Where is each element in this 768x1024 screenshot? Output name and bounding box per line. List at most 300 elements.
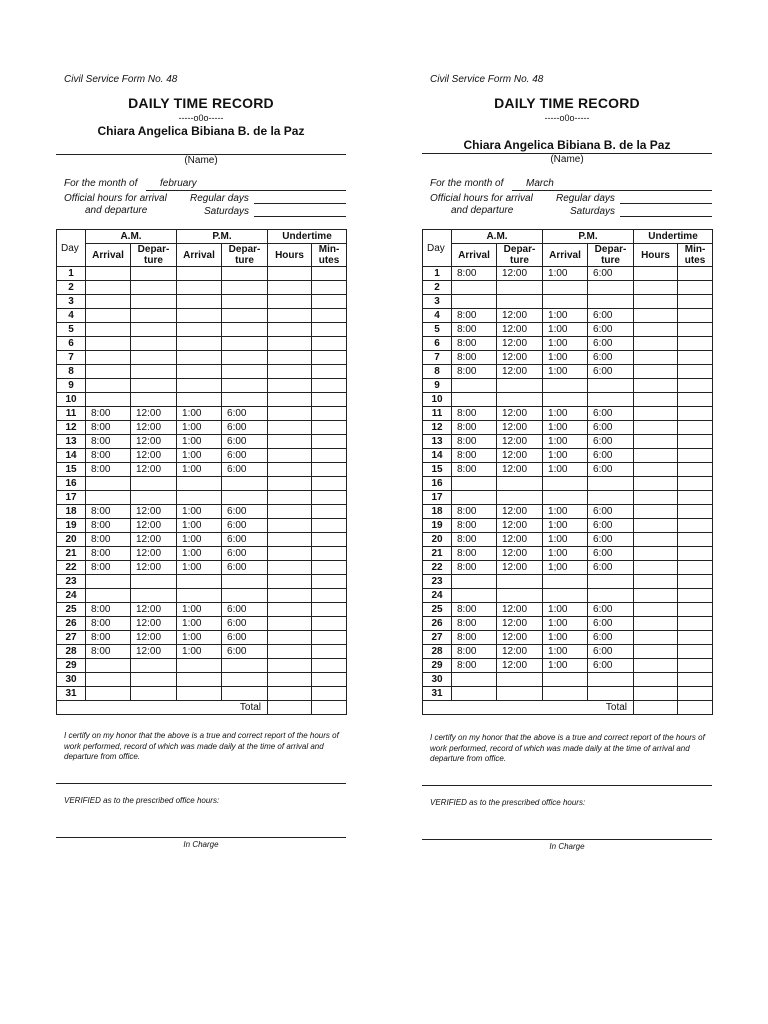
day-cell: 11	[57, 407, 86, 421]
am-arrival-cell	[452, 295, 497, 309]
employee-signature-line	[422, 785, 712, 786]
am-departure-cell: 12:00	[131, 631, 177, 645]
form-title: DAILY TIME RECORD	[494, 95, 640, 111]
undertime-hours-cell	[268, 687, 312, 701]
day-cell: 3	[423, 295, 452, 309]
pm-departure-cell	[222, 281, 268, 295]
pm-departure-cell: 6:00	[588, 463, 634, 477]
am-departure-cell: 12:00	[497, 407, 543, 421]
am-arrival-cell: 8:00	[86, 435, 131, 449]
undertime-hours-cell	[268, 673, 312, 687]
am-departure-cell	[131, 575, 177, 589]
day-cell: 15	[423, 463, 452, 477]
am-arrival-cell: 8:00	[86, 617, 131, 631]
undertime-minutes-cell	[678, 617, 713, 631]
pm-arrival-cell: 1:00	[543, 533, 588, 547]
am-departure-cell	[497, 281, 543, 295]
table-row	[57, 505, 347, 519]
pm-departure-cell	[588, 281, 634, 295]
am-departure-cell	[131, 295, 177, 309]
pm-departure-cell	[222, 673, 268, 687]
pm-departure-cell: 6:00	[588, 421, 634, 435]
table-row	[57, 631, 347, 645]
total-label: Total	[423, 701, 634, 715]
pm-departure-cell: 6:00	[588, 337, 634, 351]
am-departure-cell	[131, 309, 177, 323]
undertime-hours-cell	[268, 603, 312, 617]
table-row	[57, 379, 347, 393]
pm-arrival-cell	[543, 477, 588, 491]
pm-departure-cell	[222, 379, 268, 393]
undertime-hours-cell	[268, 519, 312, 533]
am-departure-cell: 12:00	[131, 547, 177, 561]
am-departure-cell: 12:00	[497, 309, 543, 323]
am-departure-cell	[497, 687, 543, 701]
undertime-hours-cell	[634, 505, 678, 519]
am-arrival-cell: 8:00	[452, 645, 497, 659]
undertime-minutes-cell	[312, 645, 347, 659]
undertime-minutes-cell	[312, 309, 347, 323]
undertime-minutes-cell	[678, 589, 713, 603]
certification-text: I certify on my honor that the above is a true and correct report of the hours of work performed, record of which was made daily at the time of arrival and departure from office.	[430, 733, 705, 763]
am-arrival-cell: 8:00	[452, 365, 497, 379]
header-pm-arrival: Arrival	[177, 244, 222, 267]
pm-departure-cell	[588, 379, 634, 393]
pm-departure-cell: 6:00	[588, 323, 634, 337]
certification-text: I certify on my honor that the above is a true and correct report of the hours of work performed, record of which was made daily at the time of arrival and departure from office.	[64, 731, 339, 761]
day-cell: 25	[57, 603, 86, 617]
undertime-minutes-cell	[312, 379, 347, 393]
undertime-hours-cell	[268, 421, 312, 435]
am-arrival-cell: 8:00	[452, 533, 497, 547]
am-arrival-cell	[86, 393, 131, 407]
day-cell: 17	[423, 491, 452, 505]
undertime-minutes-cell	[678, 603, 713, 617]
table-row	[423, 267, 713, 281]
undertime-hours-cell	[268, 561, 312, 575]
day-cell: 2	[57, 281, 86, 295]
header-pm-departure: Depar- ture	[588, 244, 634, 267]
am-departure-cell: 12:00	[131, 505, 177, 519]
day-cell: 9	[57, 379, 86, 393]
table-row	[423, 533, 713, 547]
day-cell: 14	[423, 449, 452, 463]
undertime-hours-cell	[268, 505, 312, 519]
pm-arrival-cell	[177, 477, 222, 491]
undertime-hours-cell	[634, 561, 678, 575]
pm-arrival-cell: 1:00	[543, 505, 588, 519]
am-arrival-cell: 8:00	[452, 463, 497, 477]
undertime-hours-cell	[268, 337, 312, 351]
time-record-table	[56, 229, 347, 715]
table-row	[57, 267, 347, 281]
am-departure-cell	[131, 393, 177, 407]
day-cell: 16	[423, 477, 452, 491]
pm-arrival-cell	[177, 379, 222, 393]
month-line	[512, 190, 712, 191]
pm-departure-cell: 6:00	[588, 365, 634, 379]
undertime-hours-cell	[268, 533, 312, 547]
pm-arrival-cell: 1:00	[543, 421, 588, 435]
undertime-hours-cell	[634, 533, 678, 547]
am-departure-cell: 12:00	[497, 617, 543, 631]
pm-arrival-cell	[177, 309, 222, 323]
table-row	[57, 547, 347, 561]
verified-label: VERIFIED as to the prescribed office hours:	[64, 796, 220, 805]
am-departure-cell: 12:00	[497, 533, 543, 547]
day-cell: 30	[57, 673, 86, 687]
pm-departure-cell: 6:00	[588, 435, 634, 449]
verified-label: VERIFIED as to the prescribed office hours:	[430, 798, 586, 807]
am-arrival-cell	[86, 323, 131, 337]
undertime-minutes-cell	[312, 323, 347, 337]
pm-arrival-cell: 1:00	[177, 407, 222, 421]
day-cell: 25	[423, 603, 452, 617]
table-row	[423, 617, 713, 631]
am-departure-cell	[131, 477, 177, 491]
header-am: A.M.	[86, 230, 177, 244]
am-arrival-cell	[452, 379, 497, 393]
pm-arrival-cell	[177, 659, 222, 673]
undertime-hours-cell	[634, 267, 678, 281]
undertime-hours-cell	[268, 323, 312, 337]
pm-arrival-cell	[177, 575, 222, 589]
pm-arrival-cell	[177, 687, 222, 701]
am-departure-cell: 12:00	[131, 561, 177, 575]
pm-arrival-cell: 1:00	[543, 309, 588, 323]
pm-arrival-cell	[543, 575, 588, 589]
am-arrival-cell	[452, 589, 497, 603]
pm-departure-cell: 6:00	[222, 617, 268, 631]
undertime-hours-cell	[634, 645, 678, 659]
undertime-hours-cell	[268, 379, 312, 393]
day-cell: 14	[57, 449, 86, 463]
day-cell: 31	[423, 687, 452, 701]
am-arrival-cell: 8:00	[86, 505, 131, 519]
undertime-minutes-cell	[678, 281, 713, 295]
undertime-hours-cell	[268, 435, 312, 449]
table-row	[423, 477, 713, 491]
am-departure-cell: 12:00	[497, 435, 543, 449]
undertime-minutes-cell	[312, 435, 347, 449]
pm-arrival-cell	[177, 351, 222, 365]
day-cell: 12	[423, 421, 452, 435]
title-separator: -----o0o-----	[178, 113, 224, 123]
undertime-hours-cell	[268, 477, 312, 491]
day-cell: 7	[57, 351, 86, 365]
undertime-hours-cell	[268, 463, 312, 477]
pm-arrival-cell: 1:00	[543, 645, 588, 659]
am-arrival-cell	[86, 491, 131, 505]
am-departure-cell: 12:00	[497, 267, 543, 281]
table-row	[423, 323, 713, 337]
undertime-minutes-cell	[312, 393, 347, 407]
am-departure-cell	[497, 393, 543, 407]
day-cell: 21	[423, 547, 452, 561]
total-row	[57, 701, 347, 715]
undertime-hours-cell	[634, 519, 678, 533]
day-cell: 1	[423, 267, 452, 281]
am-arrival-cell: 8:00	[86, 561, 131, 575]
undertime-minutes-cell	[678, 673, 713, 687]
table-row	[423, 449, 713, 463]
table-row	[57, 351, 347, 365]
am-arrival-cell: 8:00	[452, 519, 497, 533]
am-arrival-cell: 8:00	[452, 435, 497, 449]
am-departure-cell: 12:00	[131, 463, 177, 477]
pm-departure-cell	[222, 575, 268, 589]
am-arrival-cell: 8:00	[86, 631, 131, 645]
undertime-hours-cell	[634, 463, 678, 477]
pm-arrival-cell: 1:00	[177, 645, 222, 659]
undertime-minutes-cell	[678, 449, 713, 463]
am-arrival-cell: 8:00	[452, 617, 497, 631]
table-row	[57, 463, 347, 477]
table-row	[423, 561, 713, 575]
day-cell: 29	[57, 659, 86, 673]
undertime-minutes-cell	[312, 575, 347, 589]
undertime-hours-cell	[634, 365, 678, 379]
am-departure-cell: 12:00	[131, 533, 177, 547]
table-row	[57, 477, 347, 491]
am-departure-cell: 12:00	[131, 617, 177, 631]
undertime-hours-cell	[268, 365, 312, 379]
undertime-minutes-cell	[678, 519, 713, 533]
official-hours-label-2: and departure	[85, 205, 148, 216]
header-pm: P.M.	[177, 230, 268, 244]
pm-arrival-cell: 1:00	[177, 519, 222, 533]
pm-departure-cell	[588, 393, 634, 407]
pm-arrival-cell	[543, 589, 588, 603]
day-cell: 29	[423, 659, 452, 673]
header-day: Day	[57, 230, 86, 267]
pm-departure-cell	[222, 365, 268, 379]
undertime-hours-cell	[634, 603, 678, 617]
table-row	[423, 393, 713, 407]
pm-arrival-cell	[177, 337, 222, 351]
table-row	[423, 421, 713, 435]
total-minutes-cell	[312, 701, 347, 715]
am-departure-cell	[497, 673, 543, 687]
am-arrival-cell	[452, 673, 497, 687]
day-cell: 20	[423, 533, 452, 547]
total-hours-cell	[268, 701, 312, 715]
table-row	[57, 281, 347, 295]
undertime-hours-cell	[634, 449, 678, 463]
pm-arrival-cell	[177, 267, 222, 281]
am-arrival-cell: 8:00	[452, 407, 497, 421]
pm-departure-cell: 6:00	[588, 659, 634, 673]
undertime-hours-cell	[634, 547, 678, 561]
undertime-hours-cell	[634, 589, 678, 603]
undertime-hours-cell	[268, 267, 312, 281]
table-row	[57, 365, 347, 379]
header-day: Day	[423, 230, 452, 267]
am-departure-cell: 12:00	[131, 603, 177, 617]
pm-departure-cell	[588, 295, 634, 309]
pm-departure-cell	[222, 477, 268, 491]
am-departure-cell: 12:00	[131, 407, 177, 421]
pm-arrival-cell	[543, 673, 588, 687]
am-arrival-cell	[86, 589, 131, 603]
pm-arrival-cell: 1:00	[543, 323, 588, 337]
table-row	[57, 421, 347, 435]
table-row	[57, 435, 347, 449]
undertime-hours-cell	[268, 589, 312, 603]
pm-arrival-cell: 1:00	[543, 449, 588, 463]
am-arrival-cell	[86, 267, 131, 281]
pm-departure-cell	[222, 267, 268, 281]
undertime-hours-cell	[268, 295, 312, 309]
official-hours-label: Official hours for arrival	[430, 193, 533, 204]
undertime-hours-cell	[634, 617, 678, 631]
day-cell: 26	[423, 617, 452, 631]
undertime-minutes-cell	[312, 505, 347, 519]
pm-arrival-cell: 1:00	[543, 463, 588, 477]
pm-departure-cell: 6:00	[222, 407, 268, 421]
undertime-minutes-cell	[312, 603, 347, 617]
pm-arrival-cell: 1:00	[543, 435, 588, 449]
am-arrival-cell	[86, 673, 131, 687]
undertime-minutes-cell	[678, 379, 713, 393]
header-hours: Hours	[634, 244, 678, 267]
am-arrival-cell	[452, 281, 497, 295]
day-cell: 8	[423, 365, 452, 379]
day-cell: 19	[423, 519, 452, 533]
undertime-minutes-cell	[312, 659, 347, 673]
table-row	[423, 687, 713, 701]
day-cell: 6	[57, 337, 86, 351]
am-arrival-cell	[86, 575, 131, 589]
saturdays-line	[620, 216, 712, 217]
undertime-hours-cell	[268, 407, 312, 421]
pm-arrival-cell	[543, 491, 588, 505]
pm-arrival-cell	[177, 323, 222, 337]
am-arrival-cell: 8:00	[452, 351, 497, 365]
day-cell: 18	[57, 505, 86, 519]
pm-departure-cell: 6:00	[588, 631, 634, 645]
table-row	[57, 491, 347, 505]
pm-departure-cell: 6:00	[222, 603, 268, 617]
undertime-hours-cell	[268, 491, 312, 505]
am-departure-cell: 12:00	[497, 603, 543, 617]
pm-departure-cell: 6:00	[588, 505, 634, 519]
am-arrival-cell: 8:00	[452, 449, 497, 463]
undertime-minutes-cell	[678, 435, 713, 449]
pm-departure-cell: 6:00	[588, 547, 634, 561]
pm-departure-cell: 6:00	[588, 645, 634, 659]
pm-arrival-cell	[177, 589, 222, 603]
am-arrival-cell: 8:00	[452, 337, 497, 351]
pm-arrival-cell	[177, 365, 222, 379]
am-departure-cell: 12:00	[497, 659, 543, 673]
day-cell: 23	[423, 575, 452, 589]
header-pm: P.M.	[543, 230, 634, 244]
undertime-hours-cell	[268, 631, 312, 645]
undertime-minutes-cell	[312, 267, 347, 281]
table-row	[57, 519, 347, 533]
undertime-minutes-cell	[678, 645, 713, 659]
am-arrival-cell	[452, 575, 497, 589]
undertime-minutes-cell	[312, 673, 347, 687]
table-row	[57, 337, 347, 351]
regular-days-label: Regular days	[556, 193, 615, 204]
undertime-minutes-cell	[312, 477, 347, 491]
am-arrival-cell: 8:00	[452, 323, 497, 337]
table-row	[57, 687, 347, 701]
pm-departure-cell	[222, 337, 268, 351]
undertime-hours-cell	[268, 547, 312, 561]
pm-departure-cell: 6:00	[588, 561, 634, 575]
undertime-hours-cell	[634, 631, 678, 645]
pm-departure-cell: 6:00	[588, 519, 634, 533]
am-departure-cell: 12:00	[131, 421, 177, 435]
header-am-departure: Depar- ture	[131, 244, 177, 267]
table-row	[423, 491, 713, 505]
pm-arrival-cell	[177, 393, 222, 407]
total-hours-cell	[634, 701, 678, 715]
pm-arrival-cell: 1:00	[177, 421, 222, 435]
undertime-hours-cell	[634, 379, 678, 393]
table-row	[423, 673, 713, 687]
day-cell: 8	[57, 365, 86, 379]
am-departure-cell: 12:00	[131, 519, 177, 533]
table-row	[57, 589, 347, 603]
day-cell: 2	[423, 281, 452, 295]
pm-departure-cell	[222, 351, 268, 365]
am-departure-cell	[131, 267, 177, 281]
am-arrival-cell: 8:00	[452, 421, 497, 435]
am-departure-cell	[131, 281, 177, 295]
table-row	[57, 407, 347, 421]
day-cell: 23	[57, 575, 86, 589]
pm-departure-cell: 6:00	[588, 449, 634, 463]
pm-departure-cell: 6:00	[222, 631, 268, 645]
table-row	[57, 309, 347, 323]
undertime-minutes-cell	[678, 659, 713, 673]
pm-arrival-cell: 1;00	[543, 561, 588, 575]
employee-signature-line	[56, 783, 346, 784]
day-cell: 26	[57, 617, 86, 631]
in-charge-label: In Charge	[549, 842, 585, 851]
undertime-minutes-cell	[312, 351, 347, 365]
table-row	[423, 547, 713, 561]
pm-departure-cell	[222, 295, 268, 309]
am-arrival-cell	[86, 351, 131, 365]
am-arrival-cell: 8:00	[452, 505, 497, 519]
undertime-minutes-cell	[312, 631, 347, 645]
undertime-minutes-cell	[678, 687, 713, 701]
total-label: Total	[57, 701, 268, 715]
undertime-minutes-cell	[678, 323, 713, 337]
am-departure-cell: 12:00	[497, 421, 543, 435]
header-am-arrival: Arrival	[452, 244, 497, 267]
pm-arrival-cell: 1:00	[543, 337, 588, 351]
pm-departure-cell	[588, 477, 634, 491]
am-arrival-cell: 8:00	[452, 631, 497, 645]
header-am: A.M.	[452, 230, 543, 244]
undertime-minutes-cell	[678, 547, 713, 561]
day-cell: 24	[423, 589, 452, 603]
pm-arrival-cell	[543, 393, 588, 407]
table-row	[57, 295, 347, 309]
day-cell: 13	[423, 435, 452, 449]
pm-departure-cell: 6:00	[222, 505, 268, 519]
undertime-hours-cell	[634, 281, 678, 295]
day-cell: 24	[57, 589, 86, 603]
am-arrival-cell: 8:00	[452, 547, 497, 561]
am-departure-cell: 12:00	[497, 547, 543, 561]
